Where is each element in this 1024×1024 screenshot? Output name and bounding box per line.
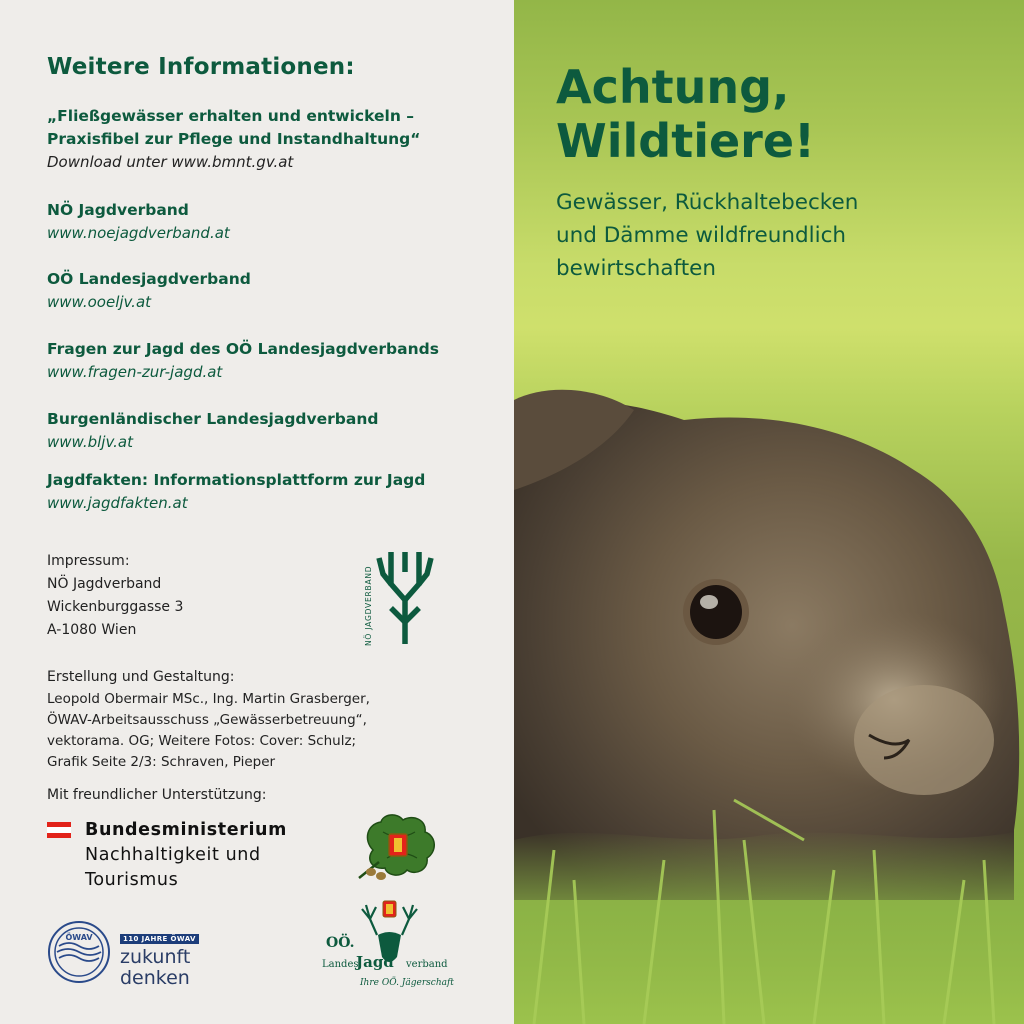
austria-flag-icon <box>47 822 71 838</box>
ministry-line2: Nachhaltigkeit und <box>85 845 261 865</box>
oewav-logo <box>47 920 111 984</box>
ooe-landesjagdverband-logo <box>322 895 457 995</box>
credits-line: vektorama. OG; Weitere Fotos: Cover: Schulz; <box>47 733 357 749</box>
credits-line: Grafik Seite 2/3: Schraven, Pieper <box>47 754 276 770</box>
cover-subtitle-line3: bewirtschaften <box>556 256 717 281</box>
ministry-line1: Bundesministerium <box>85 820 287 840</box>
link-bmnt[interactable]: www.bmnt.gv.at <box>171 153 294 171</box>
entry-title: OÖ Landesjagdverband <box>47 270 251 288</box>
entry-noe-jagdverband <box>47 199 230 245</box>
credits <box>47 666 407 773</box>
oak-leaf-crest-icon <box>353 812 441 884</box>
oewav-anniversary-tag: 110 JAHRE ÖWAV <box>120 934 199 944</box>
link-ooeljv[interactable]: www.ooeljv.at <box>47 293 152 311</box>
download-line <box>47 151 420 174</box>
entry-burgenland <box>47 408 378 454</box>
ooe-logo-script: Ihre OÖ. Jägerschaft <box>360 978 454 988</box>
impressum-line: A-1080 Wien <box>47 622 137 638</box>
cover-title <box>556 60 815 168</box>
entry-title: Fragen zur Jagd des OÖ Landesjagdverbands <box>47 340 439 358</box>
oewav-ring-text: ÖWAV <box>65 933 93 942</box>
download-prefix: Download unter <box>47 153 172 171</box>
entry-title: Burgenländischer Landesjagdverband <box>47 410 379 428</box>
ooe-logo-top: OÖ. <box>326 935 355 951</box>
noe-jagdverband-logo <box>361 548 439 648</box>
support-heading: Mit freundlicher Unterstützung: <box>47 787 267 803</box>
credits-line: ÖWAV-Arbeitsausschuss „Gewässerbetreuung“, <box>47 712 367 728</box>
entry-praxisfibel <box>47 105 420 174</box>
ooe-logo-left: Landes <box>322 959 359 970</box>
entry-fragen-zur-jagd <box>47 338 439 384</box>
entry-ooe-landesjagdverband <box>47 268 251 314</box>
entry-title-line1: „Fließgewässer erhalten und entwickeln – <box>47 107 415 125</box>
credits-line: Leopold Obermair MSc., Ing. Martin Grasberger, <box>47 691 370 707</box>
link-bljv[interactable]: www.bljv.at <box>47 433 133 451</box>
link-jagdfakten[interactable]: www.jagdfakten.at <box>47 494 188 512</box>
denken-text: denken <box>120 967 190 989</box>
impressum-line: Wickenburggasse 3 <box>47 599 184 615</box>
impressum-heading: Impressum: <box>47 553 130 569</box>
cover-subtitle-line1: Gewässer, Rückhaltebecken <box>556 190 859 215</box>
ministry-line3: Tourismus <box>85 870 179 890</box>
hare-photo <box>514 380 1024 1024</box>
section-title: Weitere Informationen: <box>47 54 355 80</box>
impressum <box>47 550 183 642</box>
impressum-line: NÖ Jagdverband <box>47 576 162 592</box>
entry-jagdfakten <box>47 469 425 515</box>
entry-title: Jagdfakten: Informationsplattform zur Jagd <box>47 471 426 489</box>
entry-title-line2: Praxisfibel zur Pflege und Instandhaltung“ <box>47 130 421 148</box>
cover-subtitle <box>556 186 976 285</box>
link-fragen-zur-jagd[interactable]: www.fragen-zur-jagd.at <box>47 363 223 381</box>
cover-title-line2: Wildtiere! <box>556 114 816 168</box>
zukunft-denken-logo <box>120 926 199 989</box>
link-noejagdverband[interactable]: www.noejagdverband.at <box>47 224 230 242</box>
cover-subtitle-line2: und Dämme wildfreundlich <box>556 223 847 248</box>
cover-title-line1: Achtung, <box>556 60 790 114</box>
entry-title: NÖ Jagdverband <box>47 201 189 219</box>
ooe-logo-right: verband <box>406 959 448 970</box>
jagdverband-logo-text: NÖ JAGDVERBAND <box>364 565 373 646</box>
cover-panel <box>514 0 1024 1024</box>
credits-heading: Erstellung und Gestaltung: <box>47 669 235 685</box>
zukunft-text: zukunft <box>120 946 191 968</box>
ooe-logo-middle: Jagd <box>356 953 394 971</box>
ministry-name <box>85 818 287 893</box>
